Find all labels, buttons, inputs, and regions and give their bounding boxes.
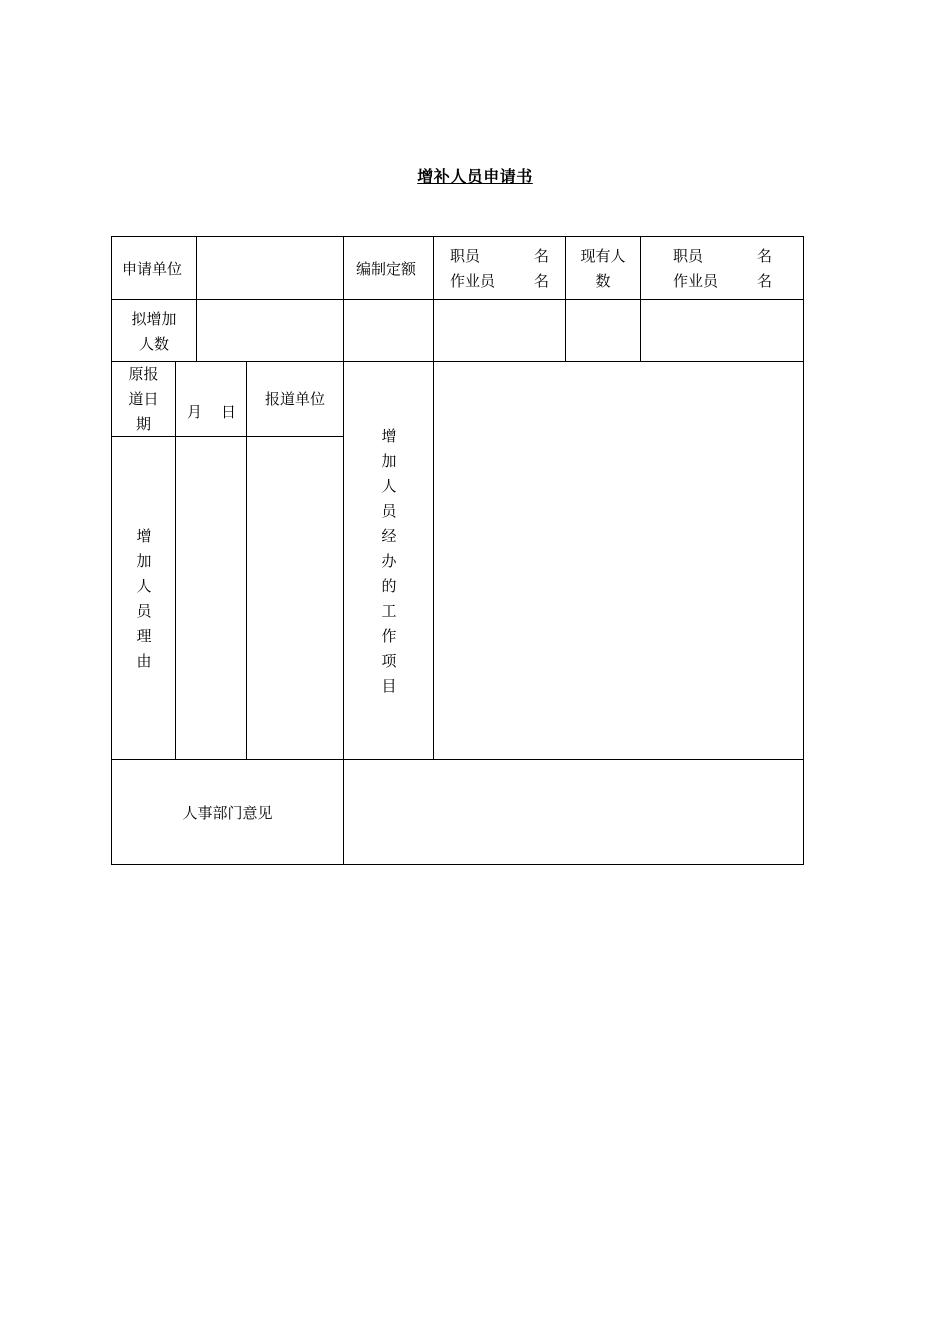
quota-label: 编制定额 xyxy=(356,260,417,278)
orig-report-date-label-line1: 原报 xyxy=(128,365,159,383)
quota-staff-label: 职员 xyxy=(450,247,481,265)
orig-report-date-label-line2: 道日 xyxy=(128,390,159,408)
quota-worker-unit: 名 xyxy=(534,272,550,290)
current-staff-unit: 名 xyxy=(757,247,773,265)
current-worker-label: 作业员 xyxy=(673,272,719,290)
quota-worker-label: 作业员 xyxy=(450,272,496,290)
planned-increase-label-line2: 人数 xyxy=(138,335,169,353)
current-staff-label: 职员 xyxy=(673,247,704,265)
planned-increase-label-line1: 拟增加 xyxy=(131,310,177,328)
current-count-label-line1: 现有人 xyxy=(580,247,626,265)
page-title: 增补人员申请书 xyxy=(417,167,533,186)
apply-unit-label: 申请单位 xyxy=(122,260,183,278)
current-worker-unit: 名 xyxy=(757,272,773,290)
work-items-label: 增加人员经办的工作项目 xyxy=(381,427,397,695)
current-count-label-line2: 数 xyxy=(595,272,611,290)
hr-opinion-label: 人事部门意见 xyxy=(182,804,273,822)
day-label: 日 xyxy=(221,403,237,421)
month-label: 月 xyxy=(187,403,203,421)
orig-report-date-label-line3: 期 xyxy=(135,415,151,433)
report-unit-label: 报道单位 xyxy=(264,390,325,408)
quota-staff-unit: 名 xyxy=(534,247,550,265)
increase-reason-label: 增加人员理由 xyxy=(136,527,152,670)
